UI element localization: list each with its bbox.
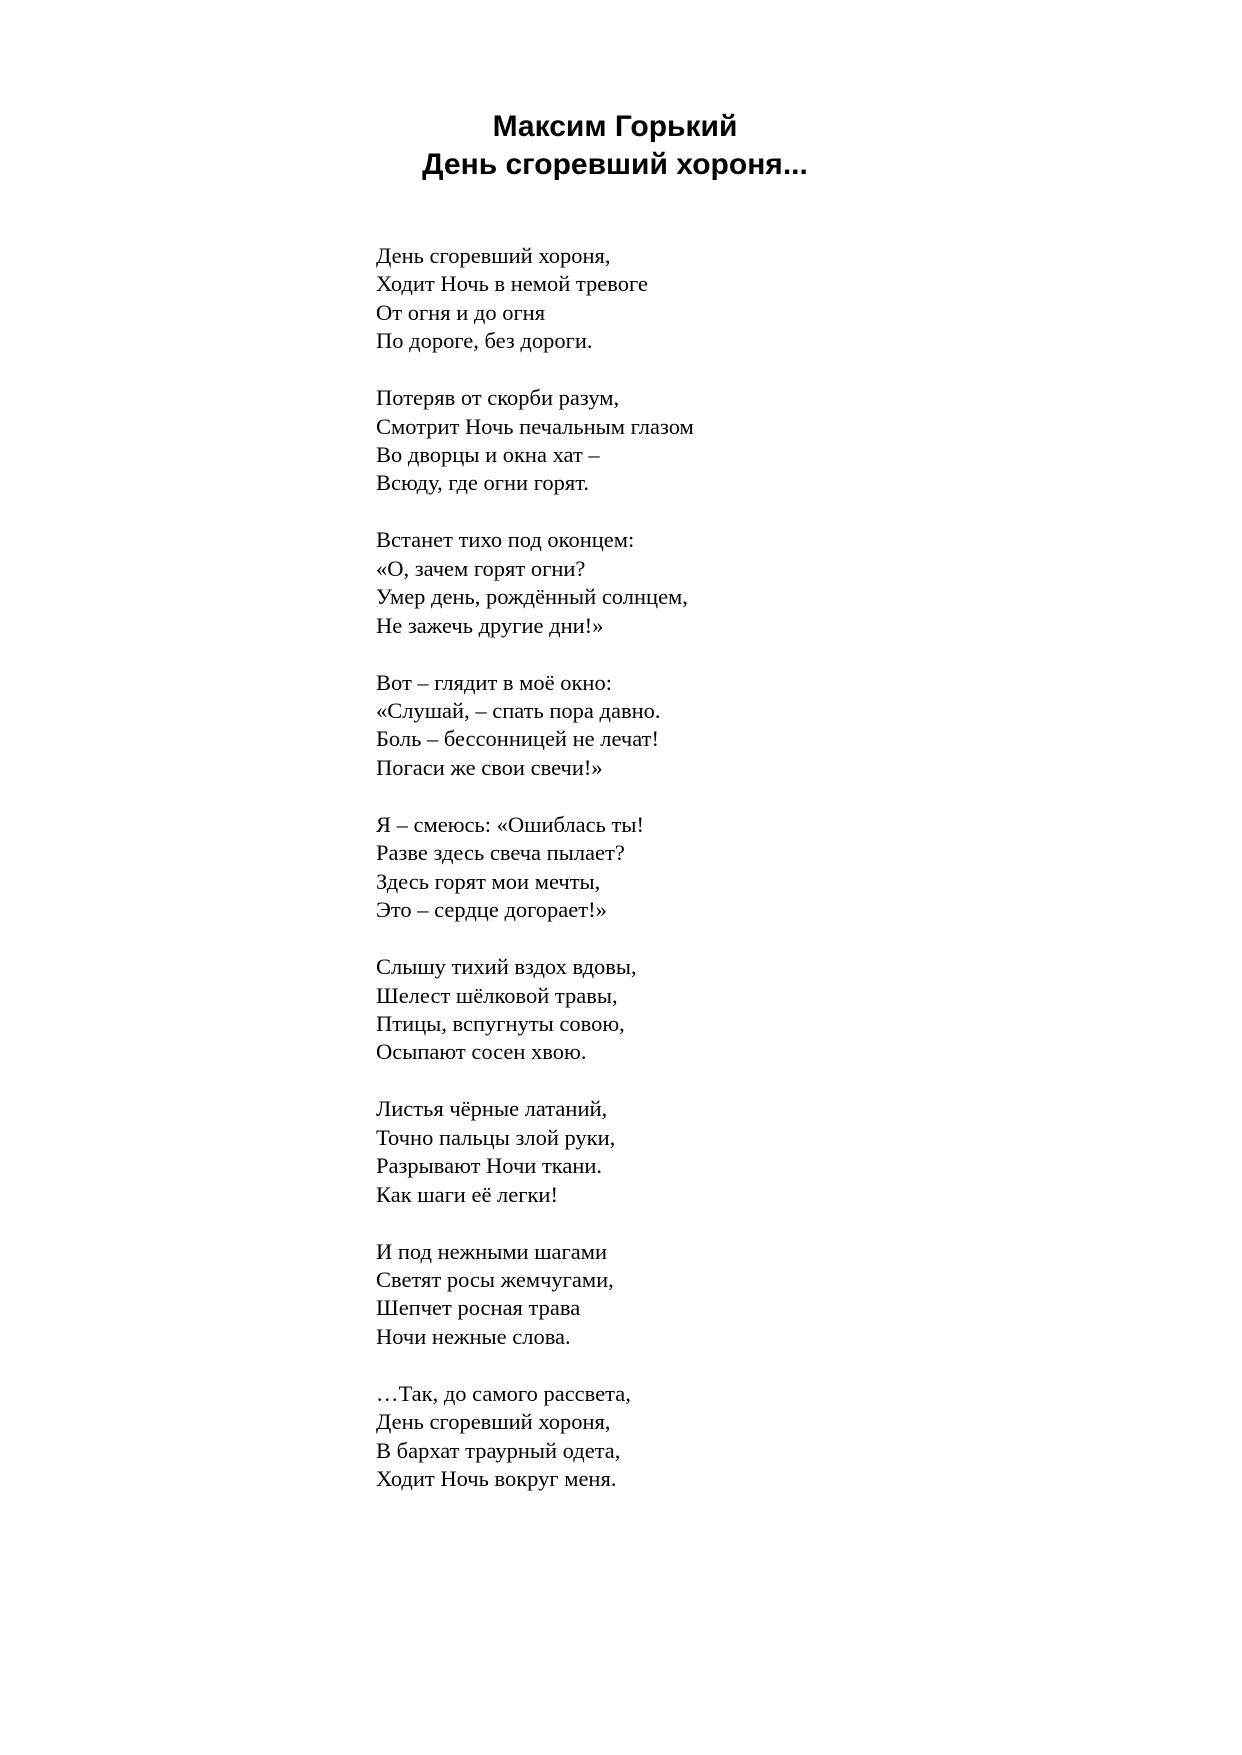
stanza-2 bbox=[376, 384, 1076, 498]
poem-line: Листья чёрные латаний, bbox=[376, 1096, 608, 1122]
poem-line: Умер день, рождённый солнцем, bbox=[376, 584, 688, 610]
poem-line: Не зажечь другие дни!» bbox=[376, 612, 604, 638]
poem-line: Ходит Ночь вокруг меня. bbox=[376, 1465, 617, 1491]
poem-line: День сгоревший хороня, bbox=[376, 1409, 611, 1435]
poem-line: Разве здесь свеча пылает? bbox=[376, 840, 625, 866]
poem-line: Во дворцы и окна хат – bbox=[376, 442, 600, 468]
poem-line: «О, зачем горят огни? bbox=[376, 555, 586, 581]
stanza-9 bbox=[376, 1380, 1076, 1494]
poem-line: Встанет тихо под оконцем: bbox=[376, 527, 635, 553]
poem-line: Птицы, вспугнуты совою, bbox=[376, 1010, 625, 1036]
poem-line: Разрывают Ночи ткани. bbox=[376, 1153, 603, 1179]
stanza-3 bbox=[376, 526, 1076, 640]
poem-line: Это – сердце догорает!» bbox=[376, 897, 607, 923]
poem-line: Светят росы жемчугами, bbox=[376, 1266, 614, 1292]
poem-line: От огня и до огня bbox=[376, 299, 546, 325]
poem-title: День сгоревший хороня... bbox=[422, 148, 808, 181]
poem-line: Шелест шёлковой травы, bbox=[376, 982, 618, 1008]
poem-line: День сгоревший хороня, bbox=[376, 243, 611, 268]
stanza-4 bbox=[376, 669, 1076, 783]
poem-body bbox=[376, 242, 1076, 1522]
poem-line: В бархат траурный одета, bbox=[376, 1437, 621, 1463]
poem-line: Слышу тихий вздох вдовы, bbox=[376, 954, 637, 980]
poem-line: «Слушай, – спать пора давно. bbox=[376, 698, 661, 724]
author-name: Максим Горький bbox=[492, 110, 738, 143]
poem-line: По дороге, без дороги. bbox=[376, 328, 593, 354]
stanza-7 bbox=[376, 1095, 1076, 1209]
poem-line: Точно пальцы злой руки, bbox=[376, 1124, 616, 1150]
poem-line: Смотрит Ночь печальным глазом bbox=[376, 413, 694, 439]
poem-line: Здесь горят мои мечты, bbox=[376, 868, 601, 894]
poem-line: Осыпают сосен хвою. bbox=[376, 1039, 587, 1065]
stanza-1 bbox=[376, 242, 1076, 356]
poem-line: …Так, до самого рассвета, bbox=[376, 1380, 631, 1406]
poem-line: Потеряв от скорби разум, bbox=[376, 385, 620, 411]
poem-line: Ночи нежные слова. bbox=[376, 1323, 571, 1349]
stanza-8 bbox=[376, 1238, 1076, 1352]
poem-line: Как шаги её легки! bbox=[376, 1181, 558, 1207]
stanza-6 bbox=[376, 953, 1076, 1067]
poem-line: Погаси же свои свечи!» bbox=[376, 754, 603, 780]
poem-line: Всюду, где огни горят. bbox=[376, 470, 589, 496]
poem-line: Я – смеюсь: «Ошиблась ты! bbox=[376, 811, 644, 837]
poem-line: Боль – бессонницей не лечат! bbox=[376, 726, 659, 752]
poem-line: Ходит Ночь в немой тревоге bbox=[376, 271, 648, 297]
poem-line: Вот – глядит в моё окно: bbox=[376, 669, 612, 695]
document-header bbox=[0, 108, 1230, 184]
poem-line: И под нежными шагами bbox=[376, 1238, 608, 1264]
stanza-5 bbox=[376, 811, 1076, 925]
poem-line: Шепчет росная трава bbox=[376, 1295, 581, 1321]
